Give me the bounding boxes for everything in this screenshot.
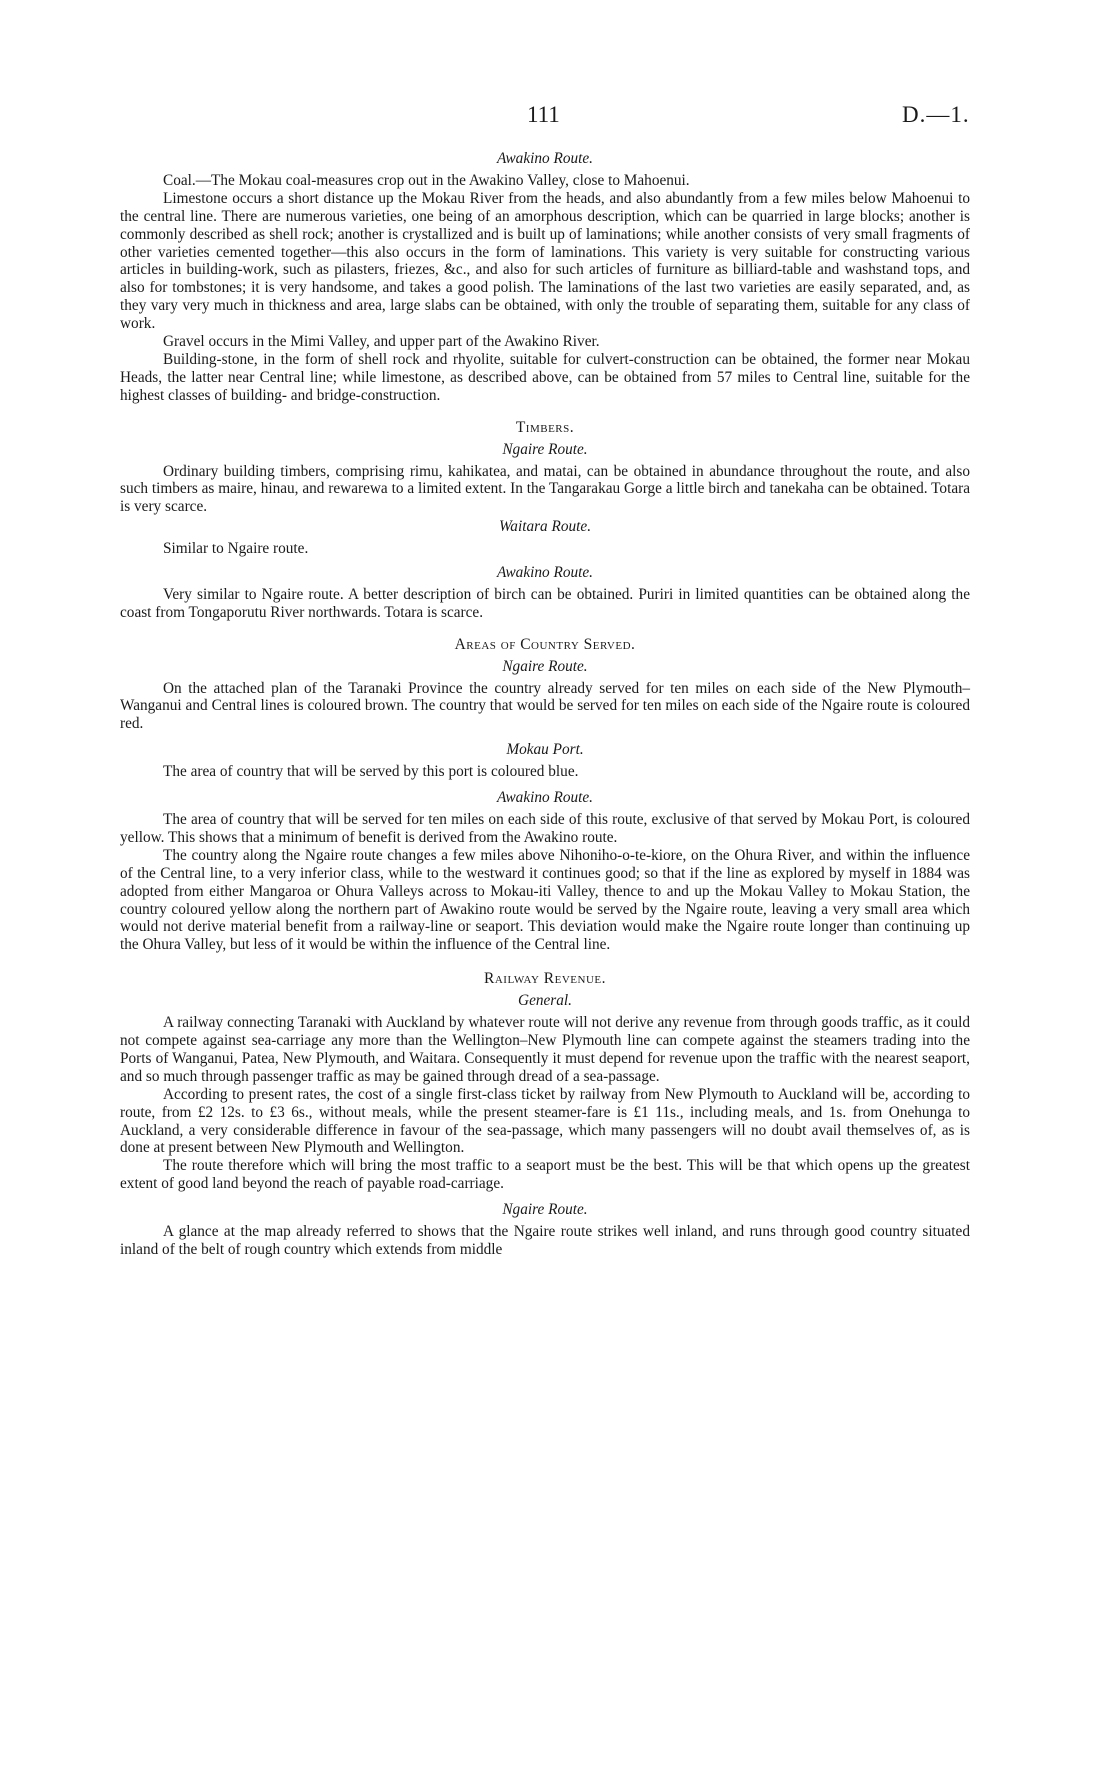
paragraph-timbers-awakino: Very similar to Ngaire route. A better description of birch can be obtained. Puriri in limited quantities can be obtained along the coast from Tongaporutu River northwards. Totara is scarce. [120, 585, 970, 621]
subheading-timbers-awakino: Awakino Route. [496, 564, 594, 582]
subheading-revenue-ngaire: Ngaire Route. [502, 1201, 588, 1219]
document-reference: D.—1. [902, 102, 970, 127]
paragraph-limestone: Limestone occurs a short distance up the Mokau River from the heads, and also abundantly from a few miles below Mahoenui to the central line. There are numerous varieties, one being of an amorphous description, which can be quarried in large blocks; another is commonly described as shell rock; another is crystallized and is built up of laminations; while another consists of very small fragments of other varieties cemented together—this also occurs in the form of laminations. This variety is very suitable for constructing various articles in building-work, such as pilasters, friezes, &c., and also for such articles of furniture as billiard-table and washstand tops, and also for tombstones; it is very handsome, and takes a good polish. The laminations of the last two varieties are easily separated, and, as they vary very much in thickness and area, large slabs can be obtained, with only the trouble of separating them, suitable for any class of work. [120, 189, 970, 333]
paragraph-revenue-general: A railway connecting Taranaki with Auckland by whatever route will not derive any revenue from through goods traffic, as it could not compete against sea-carriage any more than the Wellington–New Plymouth line can compete against the steamers trading into the Ports of Wanganui, Patea, New Plymouth, and Waitara. Consequently it must depend for revenue upon the traffic with the nearest seaport, and so much through passenger traffic as may be gained through dread of a sea-passage. [120, 1014, 970, 1085]
paragraph-revenue-ngaire: A glance at the map already referred to shows that the Ngaire route strikes well inland, and runs through good country situated inland of the belt of rough country which extends from middle [120, 1223, 970, 1258]
heading-railway-revenue: Railway Revenue. [484, 970, 606, 988]
paragraph-areas-awakino: The area of country that will be served for ten miles on each side of this route, exclusive of that served by Mokau Port, is coloured yellow. This shows that a minimum of benefit is derived from the Awakino route. [120, 811, 970, 846]
subheading-areas-awakino: Awakino Route. [496, 789, 594, 807]
subheading-awakino-route: Awakino Route. [496, 150, 594, 167]
page-number: 111 [527, 102, 560, 127]
heading-timbers: Timbers. [515, 418, 575, 436]
paragraph-areas-mokau: The area of country that will be served by this port is coloured blue. [163, 763, 579, 781]
paragraph-coal: Coal.—The Mokau coal-measures crop out in the Awakino Valley, close to Mahoenui. [163, 171, 690, 189]
subheading-areas-ngaire: Ngaire Route. [502, 657, 588, 675]
paragraph-revenue-rates: According to present rates, the cost of a single first-class ticket by railway from New Plymouth to Auckland will be, according to route, from £2 12s. to £3 6s., without meals, while the present steamer-fare is £1 11s., including meals, and 1s. from Onehunga to Auckland, a very considerable difference in favour of the sea-passage, which many passengers will no doubt avail themselves of, as is done at present between New Plymouth and Wellington. [120, 1085, 970, 1157]
paragraph-areas-ngaire: On the attached plan of the Taranaki Province the country already served for ten miles on each side of the New Plymouth–Wanganui and Central lines is coloured brown. The country that would be served for ten miles on each side of the Ngaire route is coloured red. [120, 679, 970, 733]
document-body [120, 150, 970, 1259]
heading-areas-served: Areas of Country Served. [454, 635, 636, 653]
paragraph-building-stone: Building-stone, in the form of shell rock and rhyolite, suitable for culvert-construction can be obtained, the former near Mokau Heads, the latter near Central line; while limestone, as described above, can be obtained from 57 miles to Central line, suitable for the highest classes of building- and bridge-construction. [120, 350, 970, 404]
paragraph-areas-country: The country along the Ngaire route changes a few miles above Nihoniho-o-te-kiore, on the Ohura River, and within the influence of the Central line, to a very inferior class, while to the westward it continues good; so that if the line as explored by myself in 1884 was adopted from either Mangaroa or Ohura Valleys across to Mokau-iti Valley, thence to and up the Mokau Valley to Mokau Station, the country coloured yellow along the northern part of Awakino route would be served by the Ngaire route, leaving a very small area which would not derive material benefit from a railway-line or seaport. This deviation would make the Ngaire route longer than continuing up the Ohura Valley, but less of it would be within the influence of the Central line. [120, 846, 970, 954]
subheading-timbers-waitara: Waitara Route. [498, 518, 592, 536]
paragraph-timbers-waitara: Similar to Ngaire route. [163, 540, 309, 558]
paragraph-gravel: Gravel occurs in the Mimi Valley, and upper part of the Awakino River. [163, 333, 600, 351]
paragraph-timbers-ngaire: Ordinary building timbers, comprising rimu, kahikatea, and matai, can be obtained in abundance throughout the route, and also such timbers as maire, hinau, and rewarewa to a limited extent. In the Tangarakau Gorge a little birch and tanekaha can be obtained. Totara is very scarce. [120, 462, 970, 516]
subheading-areas-mokau: Mokau Port. [506, 741, 584, 759]
paragraph-revenue-route: The route therefore which will bring the most traffic to a seaport must be the best. This will be that which opens up the greatest extent of good land beyond the reach of payable road-carriage. [120, 1157, 970, 1193]
subheading-timbers-ngaire: Ngaire Route. [502, 440, 588, 458]
subheading-revenue-general: General. [518, 992, 572, 1010]
